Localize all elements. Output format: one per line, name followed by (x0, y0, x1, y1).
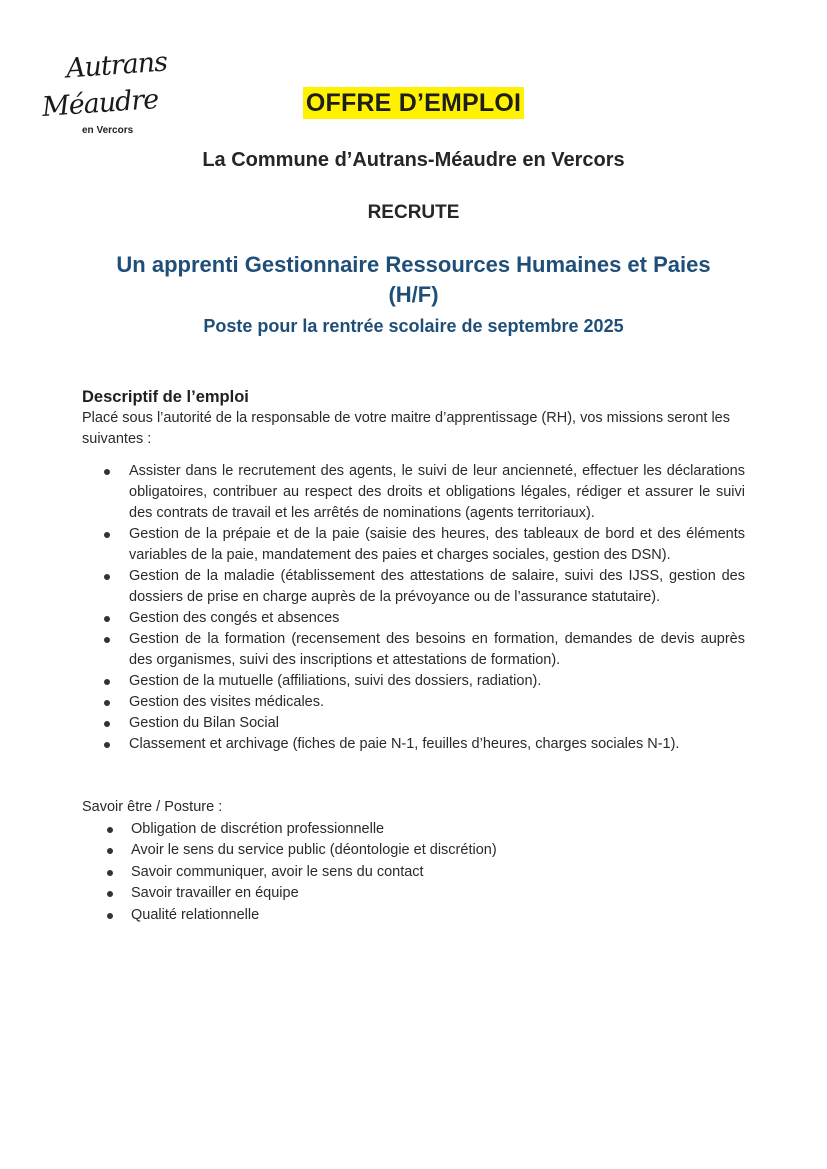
job-title (0, 250, 827, 310)
bullet-icon (104, 574, 110, 580)
bullet-icon (104, 742, 110, 748)
soft-skills-section (82, 797, 497, 926)
list-item: Avoir le sens du service public (déontologie et discrétion) (107, 840, 497, 862)
start-date: Poste pour la rentrée scolaire de septembre 2025 (203, 316, 624, 336)
job-description-intro: Placé sous l’autorité de la responsable de votre maitre d’apprentissage (RH), vos missions seront les suivantes : (82, 410, 730, 447)
section-heading: Descriptif de l’emploi (82, 388, 249, 406)
bullet-icon (104, 532, 110, 538)
bullet-icon (104, 469, 110, 475)
list-item: Qualité relationnelle (107, 905, 497, 927)
bullet-icon (107, 913, 113, 919)
page-title: OFFRE D’EMPLOI (303, 87, 524, 119)
title-block (0, 87, 827, 119)
bullet-icon (104, 679, 110, 685)
bullet-icon (107, 891, 113, 897)
list-item: Assister dans le recrutement des agents, le suivi de leur ancienneté, effectuer les déclarations obligatoires, contribuer au respect des droits et obligations légales, rédiger et assurer le suivi des contrats de travail et les arrêtés de nominations (agents territoriaux). (104, 461, 745, 524)
bullet-icon (104, 637, 110, 643)
bullet-icon (104, 721, 110, 727)
job-description-section (82, 386, 747, 450)
list-item: Gestion des congés et absences (104, 608, 745, 629)
bullet-icon (107, 848, 113, 854)
recruiting-label: RECRUTE (367, 202, 460, 223)
employer-name: La Commune d’Autrans-Méaudre en Vercors (202, 149, 625, 171)
list-item: Gestion de la mutuelle (affiliations, suivi des dossiers, radiation). (104, 671, 745, 692)
bullet-icon (107, 870, 113, 876)
list-item: Savoir communiquer, avoir le sens du contact (107, 862, 497, 884)
missions-list (104, 461, 745, 755)
soft-skills-heading: Savoir être / Posture : (82, 799, 223, 815)
list-item: Gestion du Bilan Social (104, 713, 745, 734)
bullet-icon (104, 616, 110, 622)
list-item: Obligation de discrétion professionnelle (107, 819, 497, 841)
logo-line-meaudre: Méaudre (41, 83, 160, 124)
list-item: Savoir travailler en équipe (107, 883, 497, 905)
list-item: Gestion des visites médicales. (104, 692, 745, 713)
bullet-icon (104, 700, 110, 706)
soft-skills-list (107, 819, 497, 927)
job-title-line1: Un apprenti Gestionnaire Ressources Humaines et Paies (116, 252, 711, 277)
list-item: Gestion de la formation (recensement des besoins en formation, demandes de devis auprès des organismes, suivi des inscriptions et attestations de formation). (104, 629, 745, 671)
bullet-icon (107, 827, 113, 833)
job-title-line2: (H/F) (388, 282, 439, 307)
list-item: Classement et archivage (fiches de paie N-1, feuilles d’heures, charges sociales N-1). (104, 734, 745, 755)
logo-line-autrans: Autrans (65, 46, 168, 85)
list-item: Gestion de la prépaie et de la paie (saisie des heures, des tableaux de bord et des éléments variables de la paie, mandatement des paies et charges sociales, gestion des DSN). (104, 524, 745, 566)
logo-subtitle: en Vercors (82, 125, 134, 136)
list-item: Gestion de la maladie (établissement des attestations de salaire, suivi des IJSS, gestion des dossiers de prise en charge auprès de la prévoyance ou de l’assurance statutaire). (104, 566, 745, 608)
